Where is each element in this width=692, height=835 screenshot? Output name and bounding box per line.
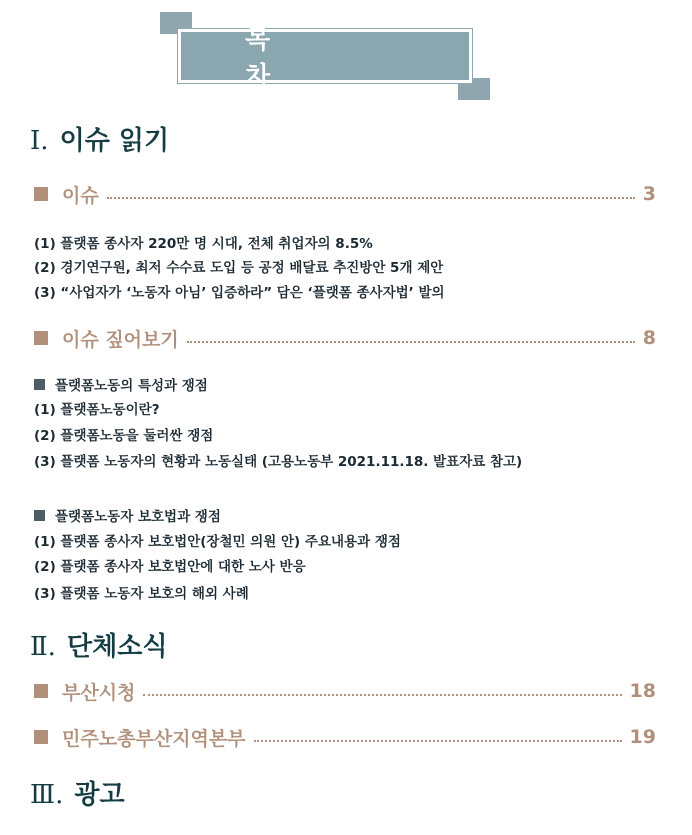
list-item[interactable]: (3) “사업자가 ‘노동자 아님’ 입증하라” 담은 ‘플랫폼 종사자법’ 발의 bbox=[34, 285, 445, 301]
list-item[interactable]: (1) 플랫폼노동이란? bbox=[34, 402, 160, 418]
bullet-square-icon bbox=[34, 187, 48, 201]
section-3-heading bbox=[30, 774, 125, 811]
toc-header bbox=[160, 12, 490, 100]
list-item[interactable]: (2) 플랫폼 종사자 보호법안에 대한 노사 반응 bbox=[34, 559, 306, 575]
subgroup-heading-1[interactable] bbox=[34, 374, 208, 394]
toc-title: 목 차 bbox=[178, 29, 472, 83]
dot-leader bbox=[254, 740, 622, 742]
toc-label: 이슈 짚어보기 bbox=[62, 328, 179, 351]
small-square-icon bbox=[34, 379, 45, 390]
list-item[interactable]: (1) 플랫폼 종사자 보호법안(장철민 의원 안) 주요내용과 쟁점 bbox=[34, 534, 401, 550]
toc-page-number: 18 bbox=[629, 680, 656, 702]
toc-label: 이슈 bbox=[62, 184, 99, 207]
toc-row-minju[interactable] bbox=[34, 723, 656, 751]
toc-row-busan-city[interactable] bbox=[34, 677, 656, 705]
list-item[interactable]: (3) 플랫폼 노동자의 현황과 노동실태 (고용노동부 2021.11.18. 발표자료 참고) bbox=[34, 454, 523, 470]
subgroup-heading-2[interactable] bbox=[34, 505, 221, 525]
list-item[interactable]: (2) 플랫폼노동을 둘러싼 쟁점 bbox=[34, 428, 214, 444]
bullet-square-icon bbox=[34, 331, 48, 345]
section-2-title: 단체소식 bbox=[67, 632, 168, 662]
toc-row-issue[interactable] bbox=[34, 180, 656, 208]
toc-label: 민주노총부산지역본부 bbox=[62, 727, 246, 750]
subgroup-heading-label: 플랫폼노동의 특성과 쟁점 bbox=[55, 378, 208, 394]
subgroup-heading-label: 플랫폼노동자 보호법과 쟁점 bbox=[55, 509, 221, 525]
toc-page-number: 19 bbox=[629, 726, 656, 748]
dot-leader bbox=[187, 341, 635, 343]
toc-row-issue-deep[interactable] bbox=[34, 324, 656, 352]
section-3-title: 광고 bbox=[74, 780, 125, 810]
dot-leader bbox=[107, 197, 635, 199]
section-1-heading bbox=[30, 120, 169, 157]
list-item[interactable]: (2) 경기연구원, 최저 수수료 도입 등 공정 배달료 추진방안 5개 제안 bbox=[34, 260, 444, 276]
list-item[interactable]: (3) 플랫폼 노동자 보호의 해외 사례 bbox=[34, 586, 249, 602]
toc-label: 부산시청 bbox=[62, 681, 136, 704]
section-3-numeral: Ⅲ. bbox=[30, 780, 64, 810]
small-square-icon bbox=[34, 510, 45, 521]
bullet-square-icon bbox=[34, 730, 48, 744]
section-1-title: 이슈 읽기 bbox=[59, 126, 170, 156]
toc-page-number: 3 bbox=[642, 183, 656, 205]
section-1-numeral: Ⅰ. bbox=[30, 126, 49, 156]
dot-leader bbox=[143, 694, 621, 696]
bullet-square-icon bbox=[34, 684, 48, 698]
list-item[interactable]: (1) 플랫폼 종사자 220만 명 시대, 전체 취업자의 8.5% bbox=[34, 236, 373, 252]
toc-page-number: 8 bbox=[642, 327, 656, 349]
section-2-numeral: Ⅱ. bbox=[30, 632, 56, 662]
section-2-heading bbox=[30, 626, 167, 663]
